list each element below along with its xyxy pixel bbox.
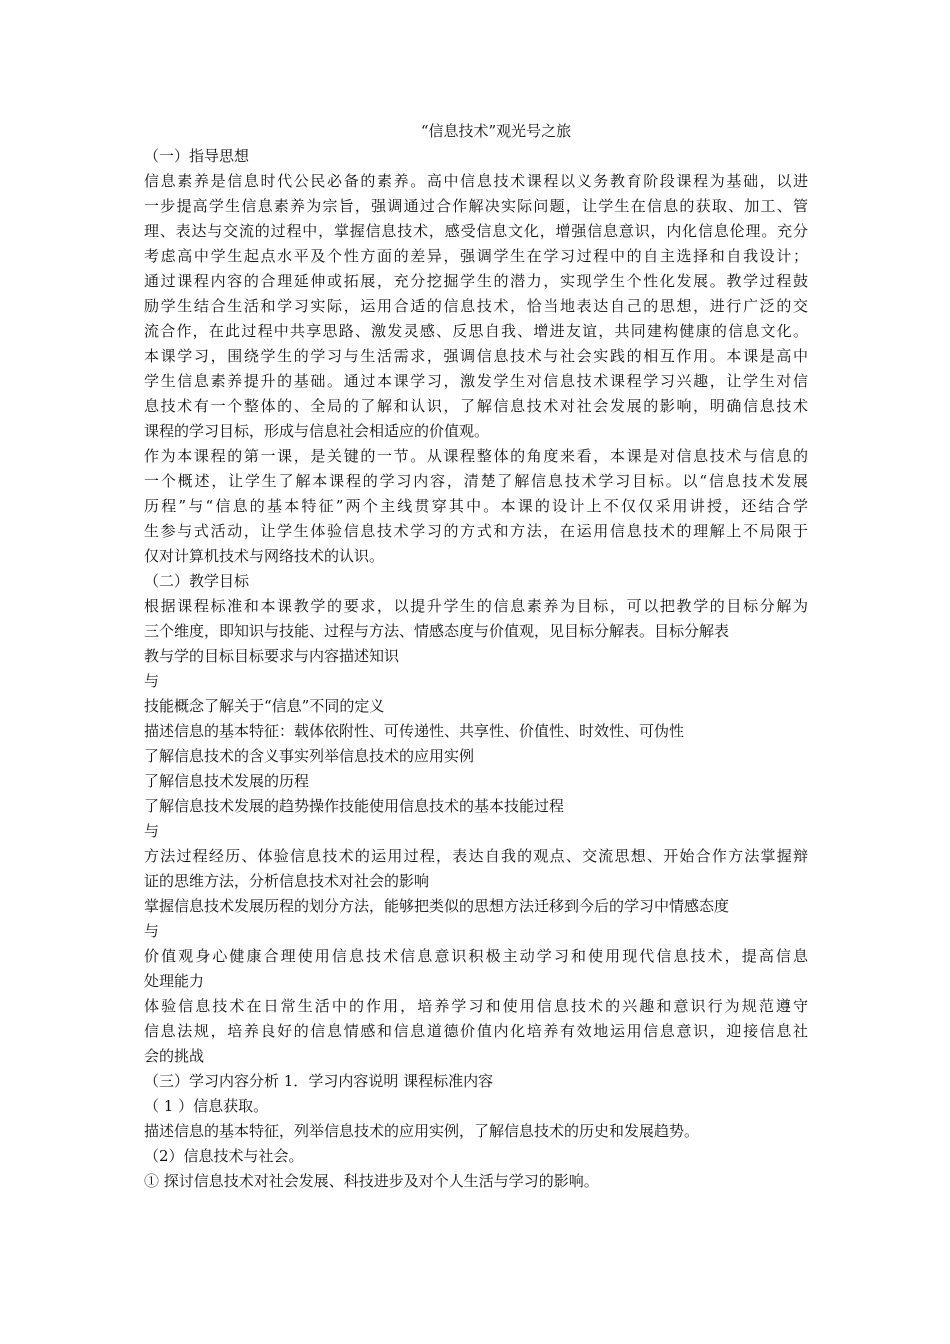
text-line: 了解信息技术发展的历程 [144,772,310,790]
text-line: 本课学习，围绕学生的学习与生活需求，强调信息技术与社会实践的相互作用。本课是高中 [144,347,808,365]
text-line: （2）信息技术与社会。 [144,1147,304,1165]
text-line: 技能概念了解关于“信息”不同的定义 [144,697,385,715]
text-line: 信息法规，培养良好的信息情感和信息道德价值内化培养有效地运用信息意识，迎接信息社 [144,1022,808,1040]
document-title: “信息技术”观光号之旅 [420,122,572,140]
text-line: 方法过程经历、体验信息技术的运用过程，表达自我的观点、交流思想、开始合作方法掌握辩 [144,847,808,865]
text-line: 历程”与“信息的基本特征”两个主线贯穿其中。本课的设计上不仅仅采用讲授，还结合学 [144,497,808,515]
text-line: （三）学习内容分析 1．学习内容说明 课程标准内容 [144,1072,494,1090]
text-line: 息技术有一个整体的、全局的了解和认识，了解信息技术对社会发展的影响，明确信息技术 [144,397,808,415]
text-line: 证的思维方法，分析信息技术对社会的影响 [144,872,430,890]
text-line: 体验信息技术在日常生活中的作用，培养学习和使用信息技术的兴趣和意识行为规范遵守 [144,997,808,1015]
text-line: 课程的学习目标，形成与信息社会相适应的价值观。 [144,422,490,440]
text-line: 了解信息技术的含义事实列举信息技术的应用实例 [144,747,475,765]
text-line: 与 [144,922,160,940]
text-line: 会的挑战 [144,1047,205,1065]
document-page [144,118,808,1194]
text-line: 生参与式活动，让学生体验信息技术学习的方式和方法，在运用信息技术的理解上不局限于 [144,522,808,540]
text-line: 三个维度，即知识与技能、过程与方法、情感态度与价值观，见目标分解表。目标分解表 [144,622,730,640]
text-line: ① 探讨信息技术对社会发展、科技进步及对个人生活与学习的影响。 [144,1172,599,1190]
text-line: （二）教学目标 [144,572,250,590]
text-line: 学生信息素养提升的基础。通过本课学习，激发学生对信息技术课程学习兴趣，让学生对信 [144,372,808,390]
text-line: 描述信息的基本特征，列举信息技术的应用实例，了解信息技术的历史和发展趋势。 [144,1122,700,1140]
text-line: （一）指导思想 [144,147,250,165]
text-line: 考虑高中学生起点水平及个性方面的差异，强调学生在学习过程中的自主选择和自我设计； [144,247,808,265]
document-body [144,144,808,1194]
text-line: 励学生结合生活和学习实际，运用合适的信息技术，恰当地表达自己的思想，进行广泛的交 [144,297,808,315]
text-line: 作为本课程的第一课，是关键的一节。从课程整体的角度来看，本课是对信息技术与信息的 [144,447,808,465]
text-line: 流合作，在此过程中共享思路、激发灵感、反思自我、增进友谊，共同建构健康的信息文化。 [144,322,808,340]
text-line: 理、表达与交流的过程中，掌握信息技术，感受信息文化，增强信息意识，内化信息伦理。充分 [144,222,808,240]
text-line: 通过课程内容的合理延伸或拓展，充分挖掘学生的潜力，实现学生个性化发展。教学过程鼓 [144,272,808,290]
text-line: 仅对计算机技术与网络技术的认识。 [144,547,385,565]
text-line: 价值观身心健康合理使用信息技术信息意识积极主动学习和使用现代信息技术，提高信息 [144,947,808,965]
text-line: 一步提高学生信息素养为宗旨，强调通过合作解决实际问题，让学生在信息的获取、加工、管 [144,197,808,215]
text-line: 根据课程标准和本课教学的要求，以提升学生的信息素养为目标，可以把教学的目标分解为 [144,597,808,615]
text-line: 描述信息的基本特征：载体依附性、可传递性、共享性、价值性、时效性、可伪性 [144,722,685,740]
text-line: 信息素养是信息时代公民必备的素养。高中信息技术课程以义务教育阶段课程为基础，以进 [144,172,808,190]
text-line: 掌握信息技术发展历程的划分方法，能够把类似的思想方法迁移到今后的学习中情感态度 [144,897,730,915]
text-line: （ 1 ）信息获取。 [144,1097,269,1115]
text-line: 与 [144,822,160,840]
text-line: 处理能力 [144,972,205,990]
text-line: 与 [144,672,160,690]
text-line: 了解信息技术发展的趋势操作技能使用信息技术的基本技能过程 [144,797,565,815]
text-line: 教与学的目标目标要求与内容描述知识 [144,647,400,665]
text-line: 一个概述，让学生了解本课程的学习内容，清楚了解信息技术学习目标。以“信息技术发展 [144,472,808,490]
